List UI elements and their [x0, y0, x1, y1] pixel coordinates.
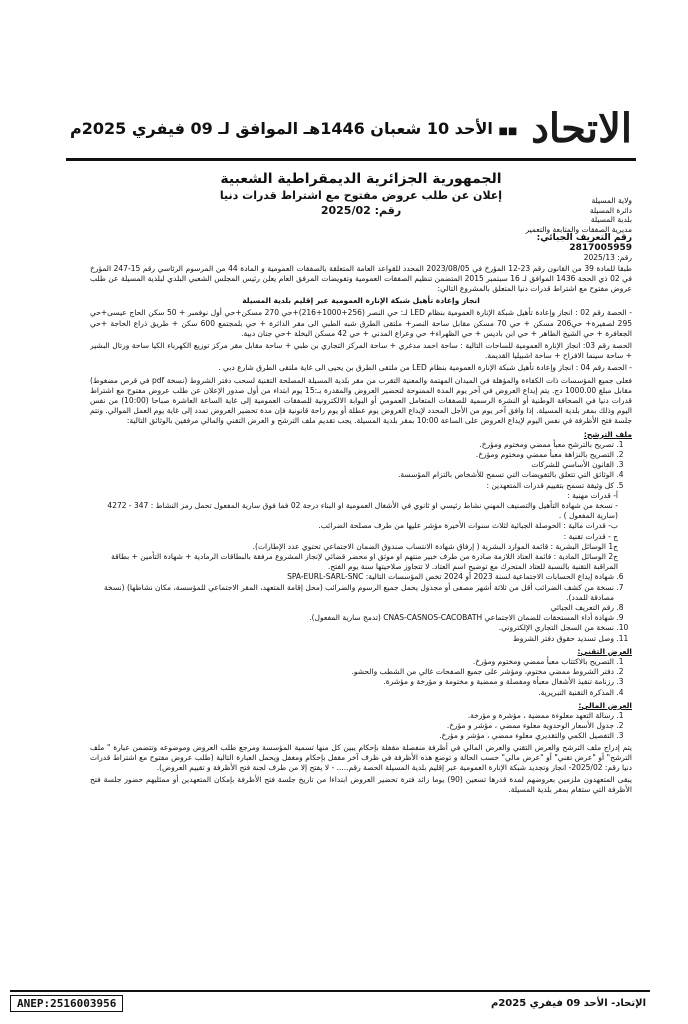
- technical-offer-list: [90, 657, 632, 698]
- notice-number: رقم: 2025/02: [320, 204, 402, 217]
- candidacy-title: ملف الترشح:: [583, 429, 632, 439]
- list-item: 2. جدول الأسعار الوحدوية معلوء ممضي ، مؤشر و مؤرخ.: [90, 721, 614, 731]
- candidacy-list: [90, 440, 632, 491]
- republic-heading: الجمهورية الجزائرية الديمقراطية الشعبية: [220, 171, 502, 187]
- list-item: 3. القانون الأساسي للشركات: [90, 460, 614, 470]
- admin-line: ولاية المسيلة: [591, 196, 632, 205]
- capacity-line: ب- قدرات مالية : الحوصلة الجبائية لثلاث سنوات الأخيرة مؤشر عليها من طرف مصلحة الضرائب.: [318, 521, 618, 531]
- administration-block: [482, 196, 632, 263]
- capacities-block: [90, 491, 632, 573]
- newspaper-logo: الاتحاد: [531, 104, 632, 152]
- notice-title: إعلان عن طلب عروض مفتوح مع اشتراط قدرات دنيا: [219, 189, 503, 202]
- capacity-line: ج2 الوسائل المادية : قائمة العتاد اللازمة صادرة من طرف خبير منتهم او موثق او محضر قضائي لإنجاز المشروع مرفقة بالبطاقات الرمادية + شهادة التأمين + بطاقة المراقبة التقنية بالنسبة للعتاد المتحرك مع توضيح اسم العتاد. لا تتجاوز صلاحيتها سنة يوم الفتح.: [111, 551, 618, 572]
- closing-paragraph: يبقى المتعهدون ملزمين بعروضهم لمدة قدرها تسعين (90) يوما زائد فترة تحضير العروض ابتداءا من تاريخ جلسة فتح الأظرفة بإمكان المتعهدين أو ممثليهم حضور جلسة فتح الأظرفة التي ستقام بمقر بلدية المسيلة.: [90, 775, 632, 795]
- list-item: 11. وصل تسديد حقوق دفتر الشروط: [90, 634, 614, 644]
- list-item: 8. رقم التعريف الجبائي: [90, 603, 614, 613]
- list-item: 4. الوثائق التي تتعلق بالتفويضات التي تسمح للأشخاص بالتزام المؤسسة.: [90, 470, 614, 480]
- list-item: 3. رزنامة تنفيذ الأشغال معبأة ومفصلة و ممضية و مختومة و مؤرخة و مؤشرة.: [90, 677, 614, 687]
- candidacy-list-continued: [90, 572, 632, 643]
- list-item: 1. تصريح بالترشح معبأ ممضي ومختوم ومؤرخ.: [90, 440, 614, 450]
- capacity-line: ج - قدرات تقنية :: [563, 531, 618, 541]
- tender-notice: [90, 170, 632, 980]
- anep-reference: ANEP:2516003956: [10, 995, 123, 1012]
- admin-line: دائرة المسيلة: [589, 205, 632, 215]
- closing-paragraph: يتم إدراج ملف الترشح والعرض التقني والعرض المالي في أظرفة منفصلة مقفلة بإحكام يبين كل منها تسمية المؤسسة ومرجع طلب العروض وموضوعه وتتضمن عبارة " ملف الترشح" أو "عرض تقني" أو "عرض مالي" حسب الحالة و توضع هذه الأظرفة في ظرف آخر مقفل بإحكام ومغفل ويحمل العبارة التالية (طلب عروض مفتوح مع اشتراط قدرات دنيا رقم: 2025/02- انجاز وتجديد شبكة الإنارة العمومية عبر إقليم بلدية المسيلة الحصة رقم..... - لا يفتح إلا من طرف لجنة فتح الأظرفة و تقييم العروض).: [90, 742, 632, 773]
- capacity-line: - نسخة من شهادة التأهيل والتصنيف المهني نشاط رئيسي او ثانوي في الأشغال العمومية او البناء درجة 02 فما فوق سارية المفعول تحمل رمز النشاط : 347 - 4272 (سارية المفعول ) .: [107, 500, 618, 521]
- list-item: 5. كل وثيقة تسمح بتقييم قدرات المتعهدين :: [90, 481, 614, 491]
- page-footer: [10, 990, 650, 1014]
- intro-paragraph: طبقا للمادة 39 من القانون رقم 23-12 المؤرخ في 2023/08/05 المحدد للقواعد العامة المتعلقة بالصفقات العمومية و المادة 44 من المرسوم الرئاسي رقم 15-247 المؤرخ في 02 ذي الحجة 1436 الموافق لـ 16 سبتمبر 2015 المتضمن تنظيم الصفقات العمومية وتفويضات المرفق العام يعلن رئيس المجلس الشعبي البلدي لبلدية المسيلة عن طلب عروض مفتوح مع اشتراط قدرات دنيا المتعلق بالمشروع التالي:: [90, 263, 632, 293]
- masthead-date: ■■ الأحد 10 شعبان 1446هـ الموافق لـ 09 فيفري 2025م: [70, 118, 518, 138]
- tax-id: رقم التعريف الجبائي: 2817005959: [536, 233, 632, 253]
- capacity-line: ج1 الوسائل البشرية : قائمة الموارد البشرية ( إرفاق شهادة الانتساب صندوق الضمان الاجتماعي تحتوي عدد الإطارات).: [252, 541, 618, 551]
- list-item: 9. شهادة أداء المستحقات للضمان الاجتماعي CNAS-CASNOS-CACOBATH (تدمج سارية المفعول).: [90, 613, 614, 623]
- technical-offer-title: العرض التقني:: [577, 646, 632, 656]
- list-item: 6. شهادة إيداع الحسابات الاجتماعية لسنة 2023 أو 2024 تخص المؤسسات التالية: SPA-EURL-SARL-SNC: [90, 572, 614, 582]
- admin-line: بلدية المسيلة: [590, 215, 632, 224]
- reference-number: رقم: 2025/13: [583, 253, 632, 262]
- list-item: 2. التصريح بالنزاهة معبأ ممضي ومختوم ومؤرخ.: [90, 450, 614, 460]
- list-item: 2. دفتر الشروط ممضي مختوم، ومؤشر على جميع الصفحات غالي من الشطب والحشو.: [90, 667, 614, 677]
- list-item: 3. التفصيل الكمي والتقديري معلوء ممضي ، مؤشر و مؤرخ.: [90, 731, 614, 741]
- list-item: 7. نسخة من كشف الضرائب أقل من ثلاثة أشهر مصفى أو مجدول يحمل جميع الرسوم والضرائب (محل إقامة المتعهد، المقر الاجتماعي للمؤسسة، مكان نشاطها) (نسخة مصادقة للمدد).: [90, 583, 614, 603]
- list-item: 10. نسخة من السجل التجاري الإلكتروني.: [90, 623, 614, 633]
- list-item: 1. رسالة التعهد معلوءة ممضية ، مؤشرة و مؤرخة.: [90, 711, 614, 721]
- capacity-line: أ- قدرات مهنية :: [567, 490, 618, 500]
- lot-04: - الحصة رقم 04 : انجاز وإعادة تأهيل شبكة الإنارة العمومية بنظام LED من ملتقى الطرق بن يحيى الى غاية ملتقى الطرق شارع دبي .: [218, 363, 632, 373]
- square-bullets-icon: ■■: [498, 125, 518, 137]
- footer-date: الإتحاد- الأحد 09 فيفري 2025م: [491, 997, 646, 1009]
- project-title: انجاز وإعادة تأهيل شبكة الإنارة العمومية عبر إقليم بلدية المسيلة: [242, 296, 480, 306]
- lot-02: - الحصة رقم 02 : انجاز وإعادة تأهيل شبكة الإنارة العمومية بنظام LED لـ: حي النصر (256+1000+216)+حي 270 مسكن+حي أول نوفمبر + 50 سكن الحاج عيسى+حي 295 لصفيرة+ حي206 مسكن + حي 70 مسكن مقابل ساحة النصر+ ملتقى الطرق شبه الطبي الى مقر الدائرة + حي بلمجتمع 600 سكن + طريق ذراع الحاجة +حي الجعافرة + حي الشيخ الطاهر + حي ابن باديس + حي الظهراء+ حي وعراع المدني + حي 42 مسكن البخلة +حي جنان دبية.: [90, 308, 632, 338]
- list-item: 4. المذكرة التقنية التبريرية.: [90, 688, 614, 698]
- list-item: 1. التصريح بالاكتتاب معبأ ممضي ومختوم ومؤرخ.: [90, 657, 614, 667]
- lot-03: الحصة رقم 03: انجاز الإنارة العمومية للساحات التالية : ساحة احمد مدغري + ساحة المركز التجاري بن طبي + ساحة مقابل مقر مركز توزيع الكهرباء الكيا ساحة ورتال البشير + ساحة سينما الافراح + ساحة اشبيليا القديمة.: [90, 340, 632, 361]
- admin-line: مديرية الصفقات والمتابعة والتعمير: [525, 224, 632, 234]
- body-paragraph: فعلى جميع المؤسسات ذات الكفاءة والمؤهلة في الميدان المهتمة والمعنية التقرب من مقر بلدية المسيلة المصلحة التقنية لسحب دفتر الشروط (نسخة pdf في قرص مضغوط) مقابل مبلغ 1000.00 دج. يتم إيداع العروض في آخر يوم المدة الممنوحة لتحضير العروض والمقدرة بـ:15 يوم ابتداء من أول صدور الإعلان عن طلب عروض مفتوح مع اشتراط قدرات دنيا في الصحافة الوطنية أو النشرة الرسمية للصفقات المتعامل العمومي أو البوابة الالكترونية للصفقات العمومية إلى غاية الساعة العاشرة صباحا (10:00) من نفس اليوم وذلك بمقر بلدية المسيلة. إذا وافق آخر يوم من الأجل المحدد لإيداع العروض يوم عطلة أو يوم راحة قانونية فإن مدة تحضير العروض تمدد إلى غاية يوم العمل الموالي. وتتم جلسة فتح الأظرفة في نفس اليوم لإيداع العروض على الساعة 10:00 بمقر بلدية المسيلة. يجب تقديم ملف الترشح و العرض التقني والمالي مرفقين بالوثائق التالية:: [90, 375, 632, 426]
- financial-offer-list: [90, 711, 632, 742]
- financial-offer-title: العرض المالي:: [578, 700, 632, 710]
- masthead: [66, 98, 636, 161]
